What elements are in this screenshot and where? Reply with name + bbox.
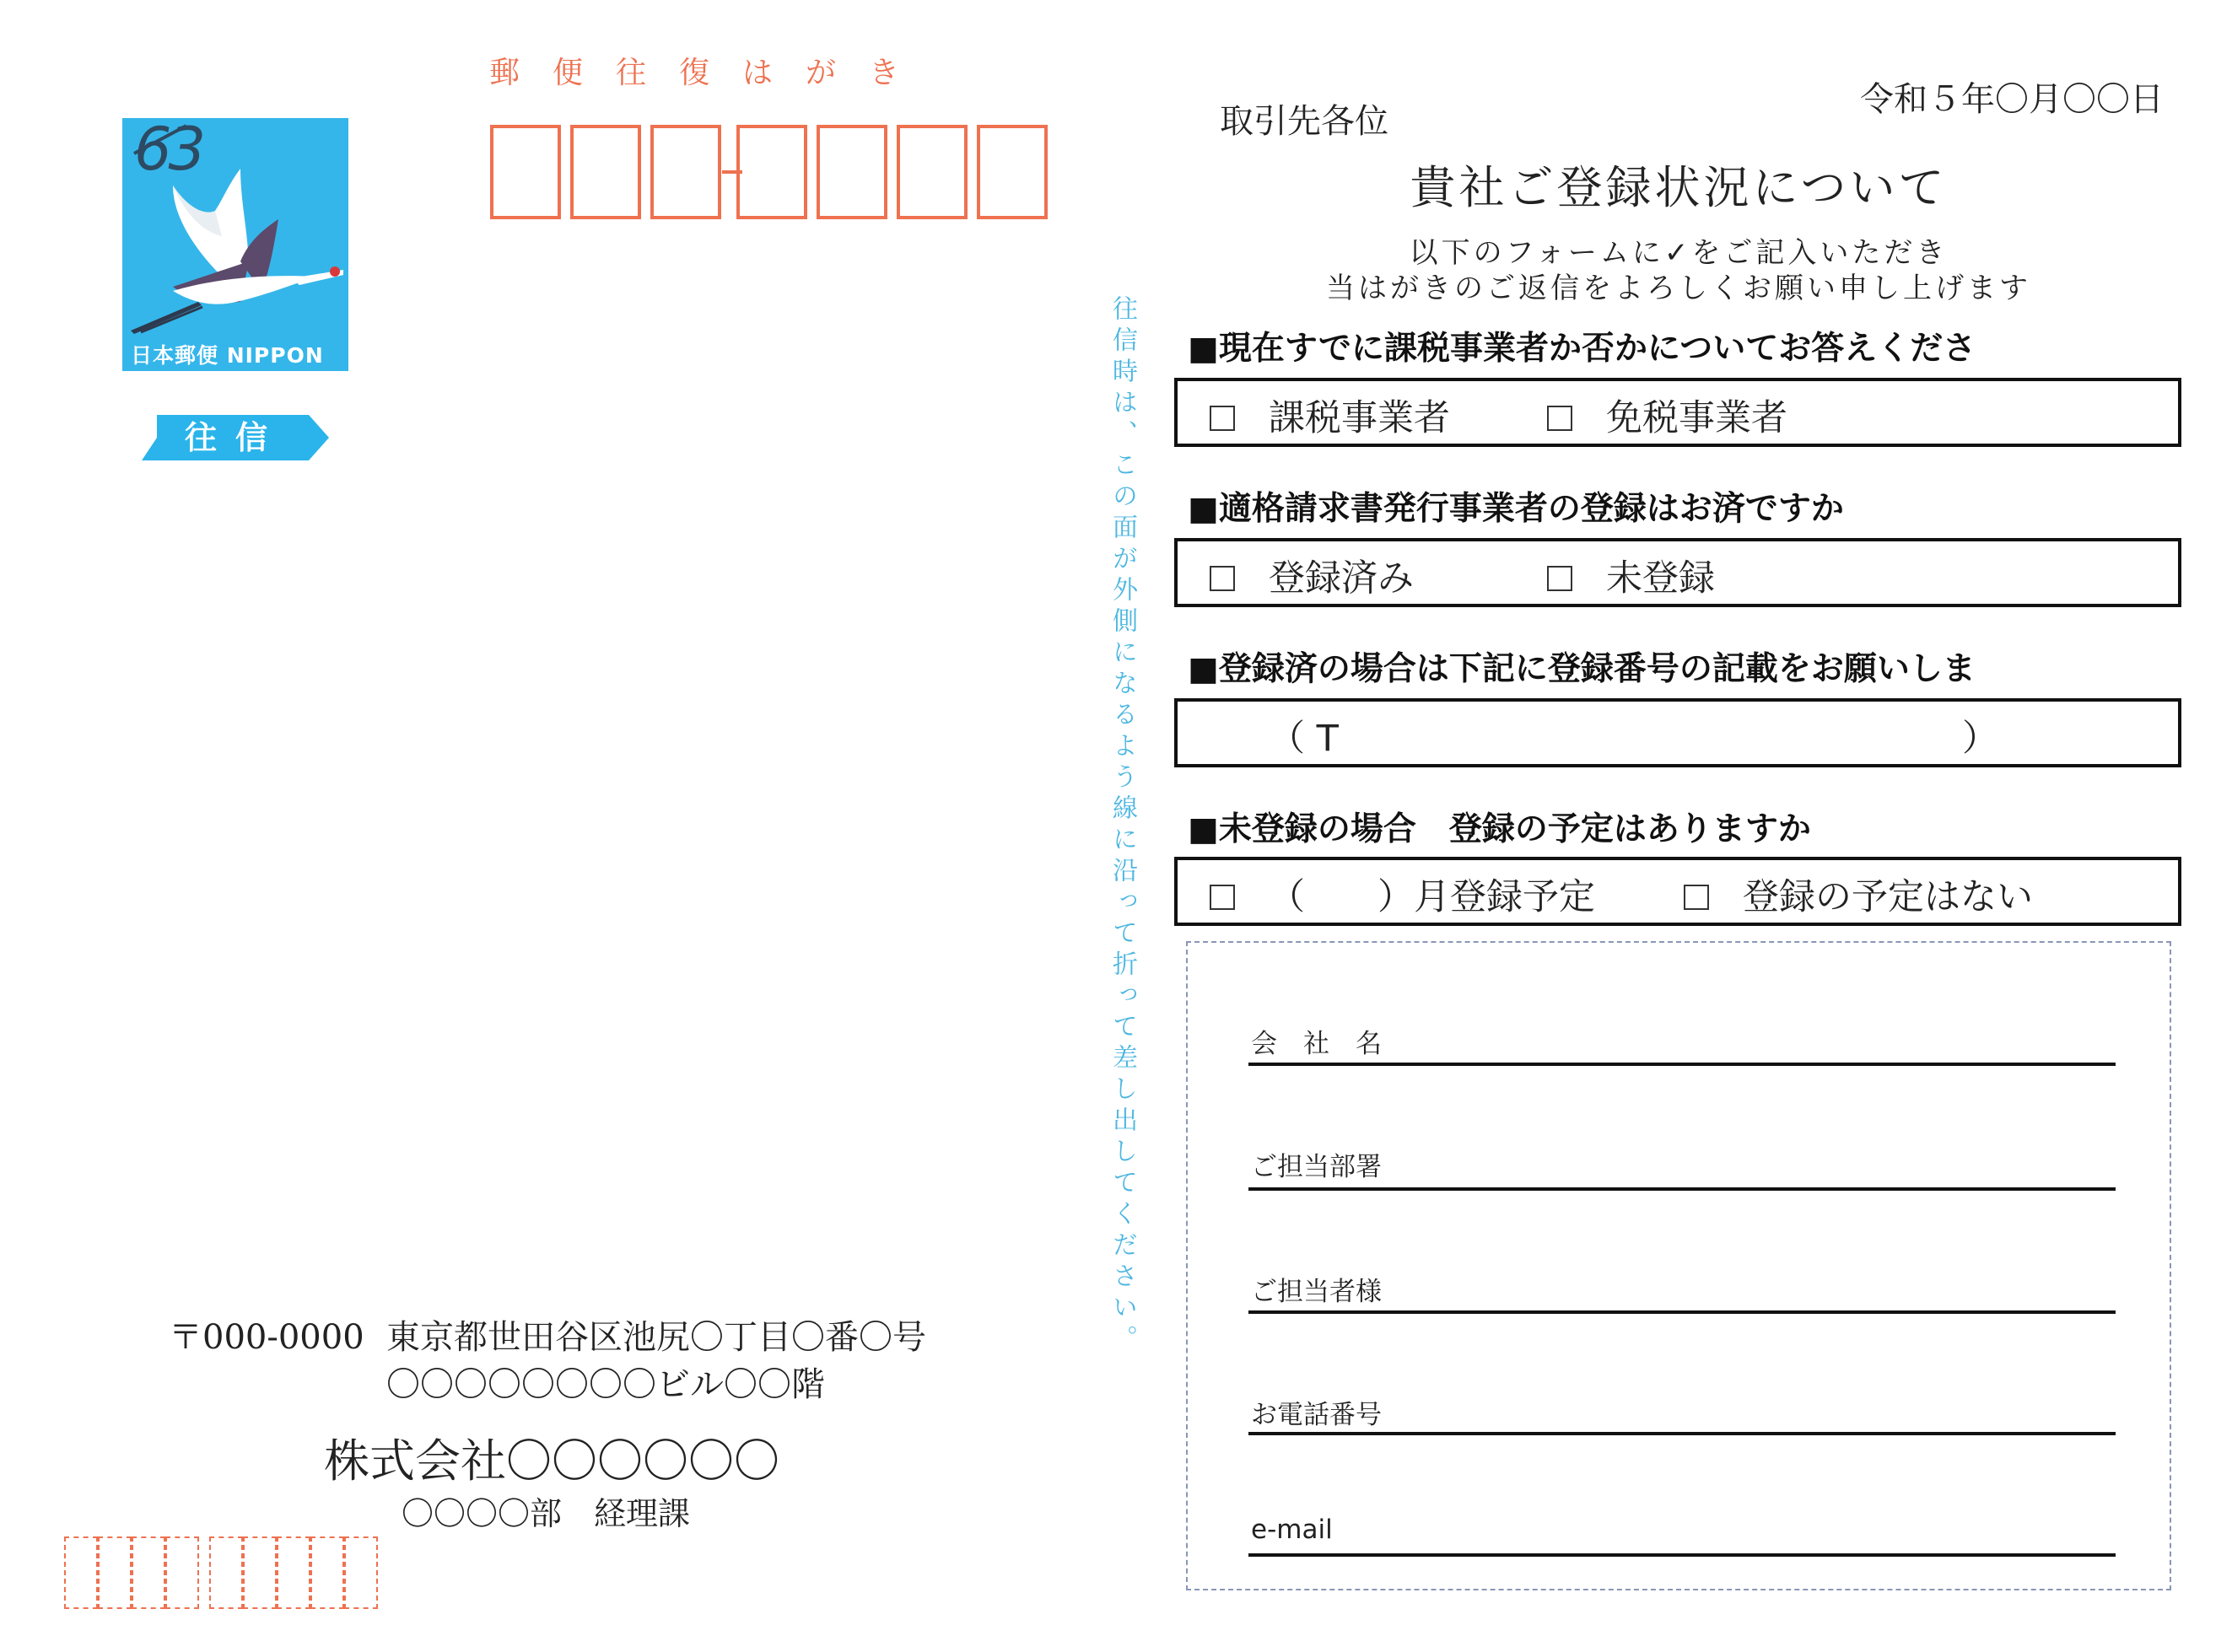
- checkbox[interactable]: [1210, 406, 1235, 431]
- question-1-heading: ■現在すでに課税事業者か否かについてお答えくださ: [1188, 330, 1976, 368]
- phone-label: お電話番号: [1251, 1400, 1382, 1430]
- option-planned-month[interactable]: [1210, 869, 1595, 920]
- contact-person-field[interactable]: [1248, 1310, 2116, 1314]
- postage-stamp: [122, 118, 348, 371]
- option-label: 未登録: [1606, 557, 1715, 600]
- postcard-title: 郵便往復はがき: [489, 56, 933, 90]
- sender-zip-box[interactable]: [64, 1536, 98, 1609]
- zip-box[interactable]: [897, 125, 968, 219]
- sender-zip-box[interactable]: [165, 1536, 199, 1609]
- ohshin-label: 往信: [184, 419, 286, 456]
- zip-box[interactable]: [736, 125, 807, 219]
- instruction-line1: 以下のフォームに✓をご記入いただき: [1409, 236, 1949, 270]
- question-2-box: [1174, 538, 2181, 607]
- stamp-country: 日本郵便 NIPPON: [131, 343, 324, 368]
- recipient: 取引先各位: [1220, 102, 1388, 141]
- sender-zip-box[interactable]: [344, 1536, 378, 1609]
- registration-number-suffix: ）: [1962, 718, 1998, 760]
- sender-address-line1: 東京都世田谷区池尻〇丁目〇番〇号: [386, 1318, 926, 1357]
- checkbox[interactable]: [1547, 566, 1572, 591]
- sender-zip-box[interactable]: [98, 1536, 132, 1609]
- option-label: 免税事業者: [1606, 397, 1787, 439]
- option-label: 登録の予定はない: [1743, 876, 2033, 918]
- registration-number-input[interactable]: [1174, 698, 2181, 767]
- sender-postal-code: 〒000-0000: [169, 1318, 364, 1357]
- checkbox[interactable]: [1684, 885, 1709, 910]
- zip-box[interactable]: [490, 125, 561, 219]
- checkbox[interactable]: [1210, 566, 1235, 591]
- registration-number-prefix: （ T: [1269, 718, 1339, 760]
- crane-icon: [122, 152, 348, 346]
- fold-instruction-note: 往信時は、この面が外側になるよう線に沿って折って差し出してください。: [1108, 295, 1137, 1356]
- option-label: （ ）月登録予定: [1269, 876, 1595, 918]
- contact-person-label: ご担当者様: [1251, 1277, 1382, 1307]
- zip-box[interactable]: [650, 125, 721, 219]
- stamp-value: 63: [134, 118, 203, 184]
- form-title: 貴社ご登録状況について: [1410, 161, 1948, 214]
- sender-zip-box[interactable]: [132, 1536, 165, 1609]
- checkbox[interactable]: [1547, 406, 1572, 431]
- option-unregistered[interactable]: [1547, 550, 1715, 601]
- zip-box[interactable]: [977, 125, 1048, 219]
- question-2-heading: ■適格請求書発行事業者の登録はお済ですか: [1188, 490, 1844, 528]
- option-registered[interactable]: [1210, 550, 1414, 601]
- option-no-plan[interactable]: [1684, 869, 2033, 920]
- option-label: 登録済み: [1269, 557, 1414, 600]
- option-label: 課税事業者: [1269, 397, 1450, 439]
- sender-address-line2: 〇〇〇〇〇〇〇〇ビル〇〇階: [386, 1365, 825, 1404]
- sender-department: 〇〇〇〇部 経理課: [402, 1495, 691, 1532]
- zip-box[interactable]: [817, 125, 887, 219]
- checkbox[interactable]: [1210, 885, 1235, 910]
- zip-box[interactable]: [570, 125, 641, 219]
- sender-zip-box[interactable]: [277, 1536, 310, 1609]
- email-label: e-mail: [1251, 1515, 1333, 1545]
- company-name-label: 会 社 名: [1251, 1029, 1382, 1059]
- sender-zip-box[interactable]: [310, 1536, 344, 1609]
- issue-date: 令和５年〇月〇〇日: [1860, 80, 2164, 119]
- sender-zip-box[interactable]: [243, 1536, 277, 1609]
- phone-field[interactable]: [1248, 1432, 2116, 1435]
- sender-zip-box[interactable]: [209, 1536, 243, 1609]
- option-tax-exempt[interactable]: [1547, 390, 1787, 441]
- option-taxable[interactable]: [1210, 390, 1450, 441]
- question-4-heading: ■未登録の場合 登録の予定はありますか: [1188, 810, 1811, 848]
- sender-company: 株式会社〇〇〇〇〇〇: [324, 1434, 779, 1488]
- department-label: ご担当部署: [1251, 1152, 1382, 1182]
- email-field[interactable]: [1248, 1553, 2116, 1557]
- question-1-box: [1174, 378, 2181, 447]
- company-name-field[interactable]: [1248, 1063, 2116, 1066]
- instruction-line2: 当はがきのご返信をよろしくお願い申し上げます: [1326, 272, 2031, 305]
- question-3-heading: ■登録済の場合は下記に登録番号の記載をお願いしま: [1188, 650, 1976, 688]
- question-4-box: [1174, 857, 2181, 926]
- department-field[interactable]: [1248, 1187, 2116, 1191]
